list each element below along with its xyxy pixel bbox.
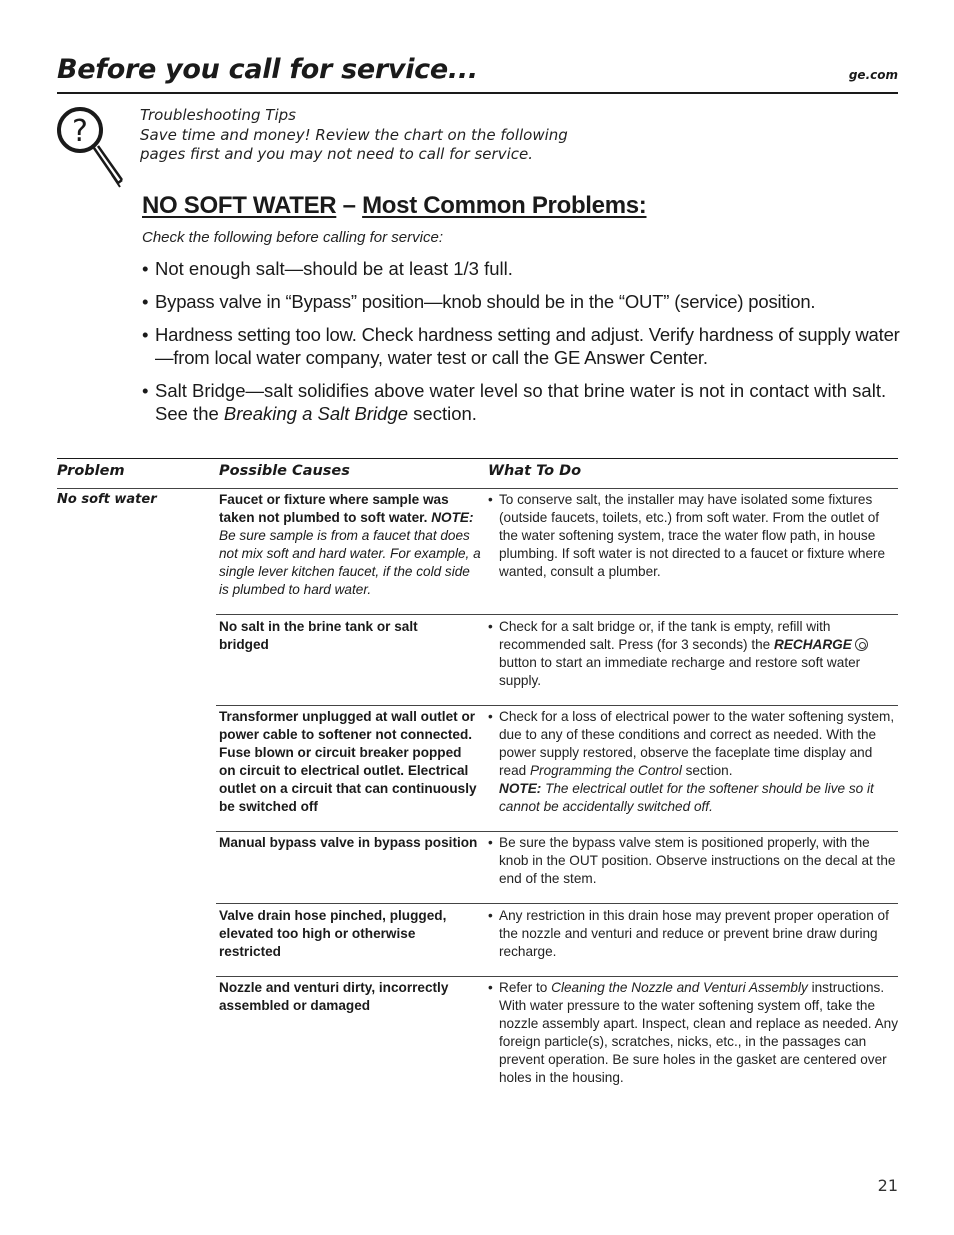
table-row-todo — [488, 907, 898, 961]
row-divider — [216, 705, 898, 706]
list-item-text: section. — [408, 403, 477, 424]
tips-line: pages first and you may not need to call for service. — [140, 145, 533, 163]
question-mark-magnifier-icon — [56, 103, 128, 191]
list-item — [142, 257, 902, 280]
bullet: • — [488, 492, 493, 507]
table-row-cause — [219, 618, 419, 654]
bullet: • — [488, 980, 493, 995]
row-divider — [216, 903, 898, 904]
table-row-todo — [488, 708, 898, 816]
bullet: • — [488, 835, 493, 850]
table-header-rule — [57, 488, 898, 489]
list-item — [142, 290, 902, 313]
note-label: NOTE: — [431, 510, 474, 525]
heading-no-soft-water: NO SOFT WATER — [142, 192, 337, 219]
cause-text: Nozzle and venturi dirty, incorrectly assembled or damaged — [219, 980, 449, 1013]
list-item-text: Hardness setting too low. Check hardness setting and adjust. Verify hardness of supply water—from local water company, water test or call the GE Answer Center. — [155, 324, 900, 368]
todo-text — [488, 708, 898, 816]
list-item — [142, 323, 902, 369]
tips-title: Troubleshooting Tips — [140, 106, 296, 124]
list-item-text: Not enough salt—should be at least 1/3 full. — [155, 258, 513, 279]
todo-text-part: section. — [681, 763, 733, 778]
todo-text: Be sure the bypass valve stem is positioned properly, with the knob in the OUT position. Observe instructions on the decal at the end of the stem. — [499, 835, 896, 886]
section-heading — [142, 192, 647, 220]
section-intro: Check the following before calling for service: — [142, 229, 443, 246]
table-row-cause — [219, 834, 487, 852]
troubleshooting-tips — [140, 106, 620, 165]
site-url: ge.com — [848, 68, 898, 82]
heading-common-problems: Most Common Problems: — [362, 192, 647, 219]
bullet: • — [488, 619, 493, 634]
todo-text-part: Check for a salt bridge or, if the tank is empty, refill with recommended salt. Press (for 3 seconds) the — [499, 619, 831, 652]
todo-text: To conserve salt, the installer may have isolated some fixtures (outside faucets, toilets, etc.) from soft water. From the outlet of the water softening system, trace the water flow path, in house plumbing. If soft water is not directed to a faucet or fixture where wanted, consult a plumber. — [499, 492, 886, 579]
cause-text: Transformer unplugged at wall outlet or power cable to softener not connected. Fuse blown or circuit breaker popped on circuit to electrical outlet. Electrical outlet on a circuit that can continuously be switched off — [219, 709, 477, 814]
note-text: The electrical outlet for the softener should be live so it cannot be accidentally switched off. — [499, 781, 874, 814]
todo-text — [488, 979, 898, 1087]
bullet: • — [488, 709, 493, 724]
column-header-todo: What To Do — [488, 463, 582, 479]
table-row-todo — [488, 491, 898, 581]
problem-label: No soft water — [57, 492, 157, 507]
recharge-keyword: RECHARGE — [774, 637, 852, 652]
page-number: 21 — [877, 1176, 898, 1195]
page-title: Before you call for service... — [57, 54, 478, 85]
bullet: • — [488, 908, 493, 923]
table-top-rule — [57, 458, 898, 459]
note-label: NOTE: — [499, 781, 542, 796]
recharge-button-icon — [855, 638, 868, 651]
todo-text: Any restriction in this drain hose may prevent proper operation of the nozzle and venturi and reduce or prevent brine draw during recharge. — [499, 908, 889, 959]
table-row-todo — [488, 834, 898, 888]
row-divider — [216, 976, 898, 977]
todo-text-part: button to start an immediate recharge and restore soft water supply. — [499, 655, 861, 688]
table-row-cause — [219, 491, 481, 599]
todo-text-part: Check for a loss of electrical power to the water softening system, due to any of these conditions and correct as needed. With the power supply restored, observe the faceplate time display and read — [499, 709, 895, 778]
table-row-todo — [488, 979, 898, 1087]
list-item-text: Salt Bridge—salt solidifies above water level so that brine water is not in contact with salt. See the — [155, 380, 887, 424]
common-problems-list — [142, 257, 902, 425]
row-divider — [216, 614, 898, 615]
svg-text:?: ? — [72, 114, 88, 149]
cause-text: No salt in the brine tank or salt bridged — [219, 619, 418, 652]
page-header — [57, 52, 898, 94]
todo-text — [488, 618, 898, 690]
table-row-cause — [219, 979, 469, 1015]
table-row-cause — [219, 907, 459, 961]
heading-separator: – — [336, 192, 363, 219]
section-reference: Breaking a Salt Bridge — [223, 403, 409, 424]
tips-line: Save time and money! Review the chart on the following — [140, 125, 568, 144]
todo-text-part: instructions. With water pressure to the water softening system off, take the nozzle assembly apart. Inspect, clean and replace as needed. Any foreign particle(s), scratches, nicks, etc., in the passages can prevent operation. Be sure holes in the gasket are centered over holes in the housing. — [499, 980, 898, 1085]
todo-text-part: Refer to — [499, 980, 552, 995]
section-reference: Programming the Control — [529, 763, 682, 778]
cause-text: Faucet or fixture where sample was taken not plumbed to soft water. — [219, 492, 449, 525]
cause-text: Manual bypass valve in bypass position — [219, 835, 478, 850]
column-header-causes: Possible Causes — [219, 463, 350, 479]
column-header-problem: Problem — [57, 463, 125, 479]
table-row-todo — [488, 618, 898, 690]
cause-text: Valve drain hose pinched, plugged, elevated too high or otherwise restricted — [219, 908, 447, 959]
list-item-text: Bypass valve in “Bypass” position—knob should be in the “OUT” (service) position. — [155, 291, 816, 312]
row-divider — [216, 831, 898, 832]
table-row-cause — [219, 708, 481, 816]
section-reference: Cleaning the Nozzle and Venturi Assembly — [551, 980, 808, 995]
list-item — [142, 379, 902, 425]
note-text: Be sure sample is from a faucet that does not mix soft and hard water. For example, a single lever kitchen faucet, if the cold side is plumbed to hard water. — [219, 528, 481, 597]
